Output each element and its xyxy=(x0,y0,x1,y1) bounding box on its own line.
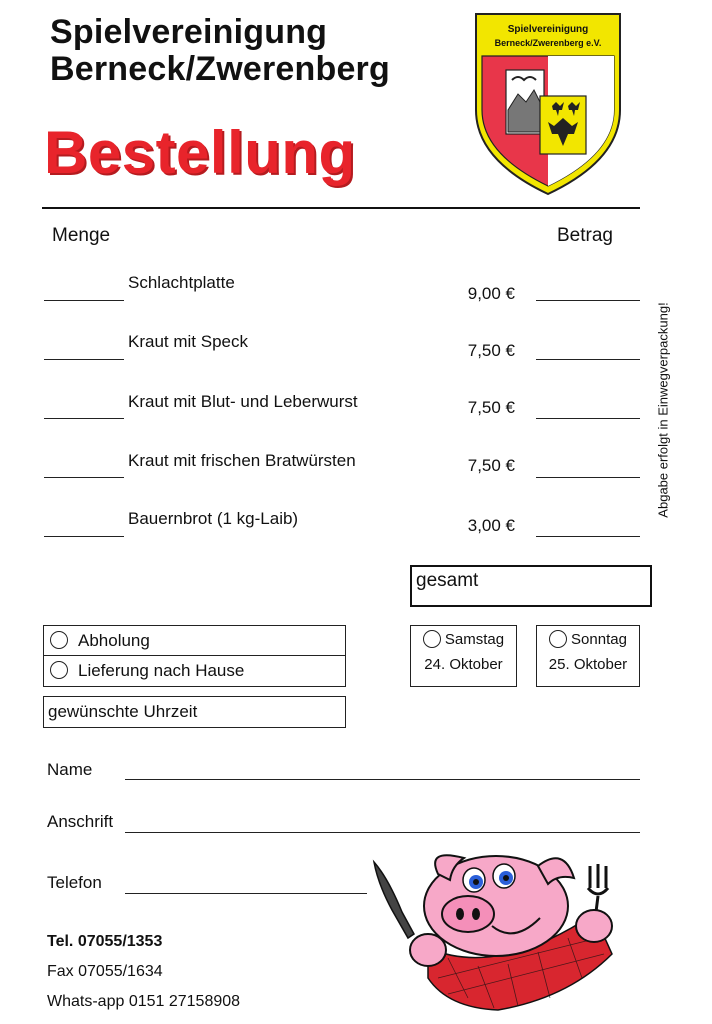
club-name-line2: Berneck/Zwerenberg xyxy=(50,50,390,88)
amount-input-line[interactable] xyxy=(536,300,640,301)
item-price: 7,50 € xyxy=(467,341,515,360)
phone-input-line[interactable] xyxy=(125,893,367,894)
sunday-label: Sonntag xyxy=(571,631,627,648)
item-label: Kraut mit frischen Bratwürsten xyxy=(128,451,356,470)
address-input-line[interactable] xyxy=(125,832,640,833)
desired-time-field[interactable] xyxy=(43,696,346,728)
desired-time-label: gewünschte Uhrzeit xyxy=(48,702,198,721)
amount-input-line[interactable] xyxy=(536,418,640,419)
total-label: gesamt xyxy=(416,570,479,591)
amount-column-header: Betrag xyxy=(557,225,613,246)
option-pickup-label: Abholung xyxy=(78,631,150,650)
sunday-date: 25. Oktober xyxy=(548,656,628,673)
item-label: Kraut mit Speck xyxy=(128,332,248,351)
item-price: 9,00 € xyxy=(467,284,515,303)
option-home-delivery-label: Lieferung nach Hause xyxy=(78,661,245,680)
item-price: 7,50 € xyxy=(467,456,515,475)
address-label: Anschrift xyxy=(47,812,114,831)
header-divider xyxy=(42,207,640,209)
crest-text-line2: Berneck/Zwerenberg e.V. xyxy=(494,38,602,48)
sunday-radio[interactable] xyxy=(549,630,567,648)
packaging-note xyxy=(652,282,674,538)
quantity-input-line[interactable] xyxy=(44,536,124,537)
pickup-radio[interactable] xyxy=(50,631,68,649)
amount-input-line[interactable] xyxy=(536,359,640,360)
item-label: Bauernbrot (1 kg-Laib) xyxy=(128,509,299,528)
quantity-input-line[interactable] xyxy=(44,300,124,301)
name-label: Name xyxy=(47,760,93,779)
item-price: 3,00 € xyxy=(467,516,515,535)
quantity-column-header: Menge xyxy=(52,225,111,246)
day-option-saturday[interactable] xyxy=(410,625,517,687)
quantity-input-line[interactable] xyxy=(44,418,124,419)
pig-mascot-illustration xyxy=(368,848,632,1016)
option-pickup[interactable] xyxy=(44,626,345,656)
packaging-note-text: Abgabe erfolgt in Einwegverpackung! xyxy=(655,302,671,518)
name-input-line[interactable] xyxy=(125,779,640,780)
saturday-label: Samstag xyxy=(444,631,505,648)
item-label: Kraut mit Blut- und Leberwurst xyxy=(128,392,358,411)
saturday-date: 24. Oktober xyxy=(424,656,503,673)
contact-fax: Fax 07055/1634 xyxy=(47,963,163,980)
delivery-options xyxy=(43,625,346,687)
quantity-input-line[interactable] xyxy=(44,359,124,360)
contact-tel: Tel. 07055/1353 xyxy=(47,933,163,950)
club-name-line1: Spielvereinigung xyxy=(50,13,328,51)
amount-input-line[interactable] xyxy=(536,536,640,537)
contact-whatsapp: Whats-app 0151 27158908 xyxy=(47,993,241,1010)
page-title: Bestellung xyxy=(44,119,356,186)
club-crest-logo xyxy=(470,10,626,198)
crest-text-line1: Spielvereinigung xyxy=(507,24,589,35)
home-delivery-radio[interactable] xyxy=(50,661,68,679)
item-label: Schlachtplatte xyxy=(128,273,235,292)
phone-label: Telefon xyxy=(47,873,102,892)
club-name xyxy=(50,14,390,88)
saturday-radio[interactable] xyxy=(423,630,441,648)
day-option-sunday[interactable] xyxy=(536,625,640,687)
quantity-input-line[interactable] xyxy=(44,477,124,478)
option-home-delivery[interactable] xyxy=(44,656,345,685)
total-field[interactable] xyxy=(410,565,652,607)
amount-input-line[interactable] xyxy=(536,477,640,478)
item-price: 7,50 € xyxy=(467,398,515,417)
